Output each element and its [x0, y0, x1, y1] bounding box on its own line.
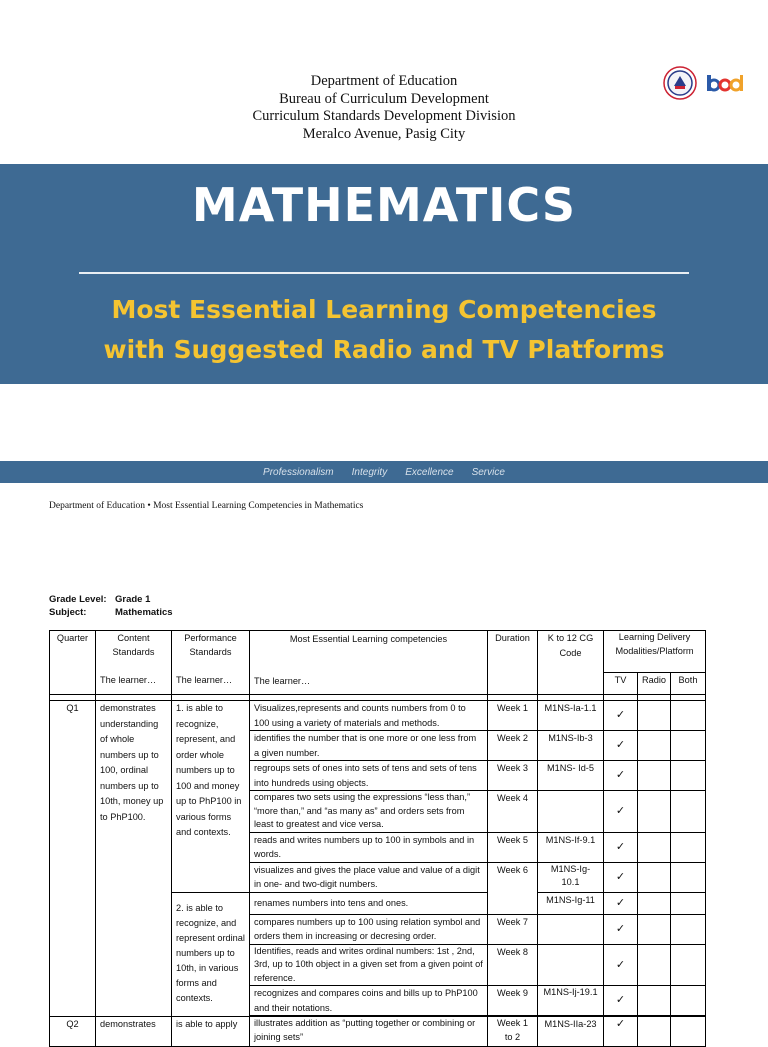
code-cell: M1NS-Ij-19.1	[538, 986, 604, 1016]
performance-standard-cell: is able to apply	[172, 1017, 250, 1047]
radio-cell	[638, 862, 671, 892]
code-cell: M1NS-Ig-11	[538, 892, 604, 914]
banner-subtitle	[0, 290, 768, 370]
check-icon: ✓	[604, 914, 638, 944]
code-cell	[538, 944, 604, 986]
code-cell: M1NS-If-9.1	[538, 832, 604, 862]
table-row	[50, 1017, 706, 1047]
duration-cell: Week 1	[488, 701, 538, 731]
code-cell: M1NS-IIa-23	[538, 1017, 604, 1047]
code-cell: M1NS-Ib-3	[538, 731, 604, 761]
subject	[49, 607, 173, 618]
header-duration: Duration	[488, 631, 538, 695]
melc-cell: compares numbers up to 100 using relation symbol and orders them in increasing or decresing order.	[250, 914, 488, 944]
address-line: Curriculum Standards Development Division	[252, 108, 516, 124]
melc-cell: reads and writes numbers up to 100 in symbols and in words.	[250, 832, 488, 862]
duration-cell: Week 7	[488, 914, 538, 944]
subtitle-line: Most Essential Learning Competencies	[111, 295, 657, 324]
radio-cell	[638, 944, 671, 986]
both-cell	[671, 791, 706, 833]
melc-cell: Visualizes,represents and counts numbers from 0 to 100 using a variety of materials and methods.	[250, 701, 488, 731]
header-tv: TV	[604, 673, 638, 695]
address-line: Bureau of Curriculum Development	[279, 90, 489, 107]
radio-cell	[638, 791, 671, 833]
document-header: Department of Education • Most Essential Learning Competencies in Mathematics	[49, 501, 364, 511]
duration-cell: Week 5	[488, 832, 538, 862]
duration-cell: Week 8	[488, 944, 538, 986]
both-cell	[671, 986, 706, 1016]
deped-seal-icon	[663, 66, 697, 100]
bcd-logo-icon	[705, 71, 745, 95]
table-row	[50, 701, 706, 731]
header-both: Both	[671, 673, 706, 695]
both-cell	[671, 832, 706, 862]
duration-cell: Week 3	[488, 761, 538, 791]
check-icon: ✓	[604, 701, 638, 731]
subject-value: Mathematics	[115, 607, 173, 618]
address-line: Meralco Avenue, Pasig City	[302, 125, 466, 142]
code-cell: M1NS- Id-5	[538, 761, 604, 791]
melc-table	[49, 630, 706, 1047]
code-cell	[538, 914, 604, 944]
performance-standard-2: 2. is able to recognize, and represent ordinal numbers up to 10th, in various forms and contexts.	[172, 892, 250, 1017]
radio-cell	[638, 832, 671, 862]
both-cell	[671, 761, 706, 791]
table-header-row	[50, 631, 706, 673]
both-cell	[671, 731, 706, 761]
value-item: Excellence	[405, 466, 454, 478]
both-cell	[671, 701, 706, 731]
melc-cell: Identifies, reads and writes ordinal numbers: 1st , 2nd, 3rd, up to 10th object in a given set from a given point of reference.	[250, 944, 488, 986]
grade-label: Grade Level:	[49, 594, 107, 605]
check-icon: ✓	[604, 986, 638, 1016]
melc-cell: visualizes and gives the place value and value of a digit in one- and two-digit numbers.	[250, 862, 488, 892]
radio-cell	[638, 1017, 671, 1047]
melc-cell: renames numbers into tens and ones.	[250, 892, 488, 914]
header-melc: Most Essential Learning competencies The learner…	[250, 631, 488, 695]
value-item: Professionalism	[263, 466, 334, 478]
duration-cell: Week 9	[488, 986, 538, 1016]
address-line: Department of Education	[310, 73, 458, 89]
duration-cell: Week 1 to 2	[488, 1017, 538, 1047]
code-cell	[538, 791, 604, 833]
header-code: K to 12 CG Code	[538, 631, 604, 695]
both-cell	[671, 1017, 706, 1047]
radio-cell	[638, 731, 671, 761]
subject-label: Subject:	[49, 607, 87, 618]
melc-cell: identifies the number that is one more or one less from a given number.	[250, 731, 488, 761]
header-quarter: Quarter	[50, 631, 96, 695]
check-icon: ✓	[604, 761, 638, 791]
quarter-cell: Q1	[50, 701, 96, 1017]
header-delivery: Learning Delivery Modalities/Platform	[604, 631, 706, 673]
both-cell	[671, 892, 706, 914]
radio-cell	[638, 986, 671, 1016]
value-item: Service	[471, 466, 505, 478]
header-content-standards: Content Standards The learner…	[96, 631, 172, 695]
banner-divider	[79, 272, 689, 274]
header-performance-standards: Performance Standards The learner…	[172, 631, 250, 695]
check-icon: ✓	[604, 731, 638, 761]
duration-cell: Week 6	[488, 862, 538, 914]
duration-cell: Week 2	[488, 731, 538, 761]
page-title: MATHEMATICS	[191, 178, 577, 232]
code-cell: M1NS-Ia-1.1	[538, 701, 604, 731]
melc-cell: compares two sets using the expressions “less than,” “more than,” and “as many as” and orders sets from least to greatest and vice versa.	[250, 791, 488, 833]
radio-cell	[638, 701, 671, 731]
code-cell: M1NS-Ig-10.1	[538, 862, 604, 892]
both-cell	[671, 862, 706, 892]
quarter-cell: Q2	[50, 1017, 96, 1047]
melc-cell: recognizes and compares coins and bills up to PhP100 and their notations.	[250, 986, 488, 1016]
both-cell	[671, 944, 706, 986]
both-cell	[671, 914, 706, 944]
performance-standard-1: 1. is able to recognize, represent, and order whole numbers up to 100 and money up to PhP100 in various forms and contexts.	[172, 701, 250, 893]
grade-level	[49, 594, 150, 605]
check-icon: ✓	[604, 1017, 638, 1047]
header-address	[0, 73, 768, 143]
subtitle-line: with Suggested Radio and TV Platforms	[103, 335, 665, 364]
melc-cell: regroups sets of ones into sets of tens and sets of tens into hundreds using objects.	[250, 761, 488, 791]
check-icon: ✓	[604, 944, 638, 986]
core-values-bar	[0, 461, 768, 483]
header-radio: Radio	[638, 673, 671, 695]
check-icon: ✓	[604, 892, 638, 914]
duration-cell: Week 4	[488, 791, 538, 833]
radio-cell	[638, 892, 671, 914]
content-standards-cell: demonstrates understanding of whole numbers up to 100, ordinal numbers up to 10th, money up to PhP100.	[96, 701, 172, 1017]
content-standards-cell: demonstrates	[96, 1017, 172, 1047]
check-icon: ✓	[604, 862, 638, 892]
check-icon: ✓	[604, 832, 638, 862]
value-item: Integrity	[351, 466, 388, 478]
melc-cell: illustrates addition as “putting together or combining or joining sets”	[250, 1017, 488, 1047]
radio-cell	[638, 761, 671, 791]
grade-value: Grade 1	[115, 594, 151, 605]
check-icon: ✓	[604, 791, 638, 833]
radio-cell	[638, 914, 671, 944]
